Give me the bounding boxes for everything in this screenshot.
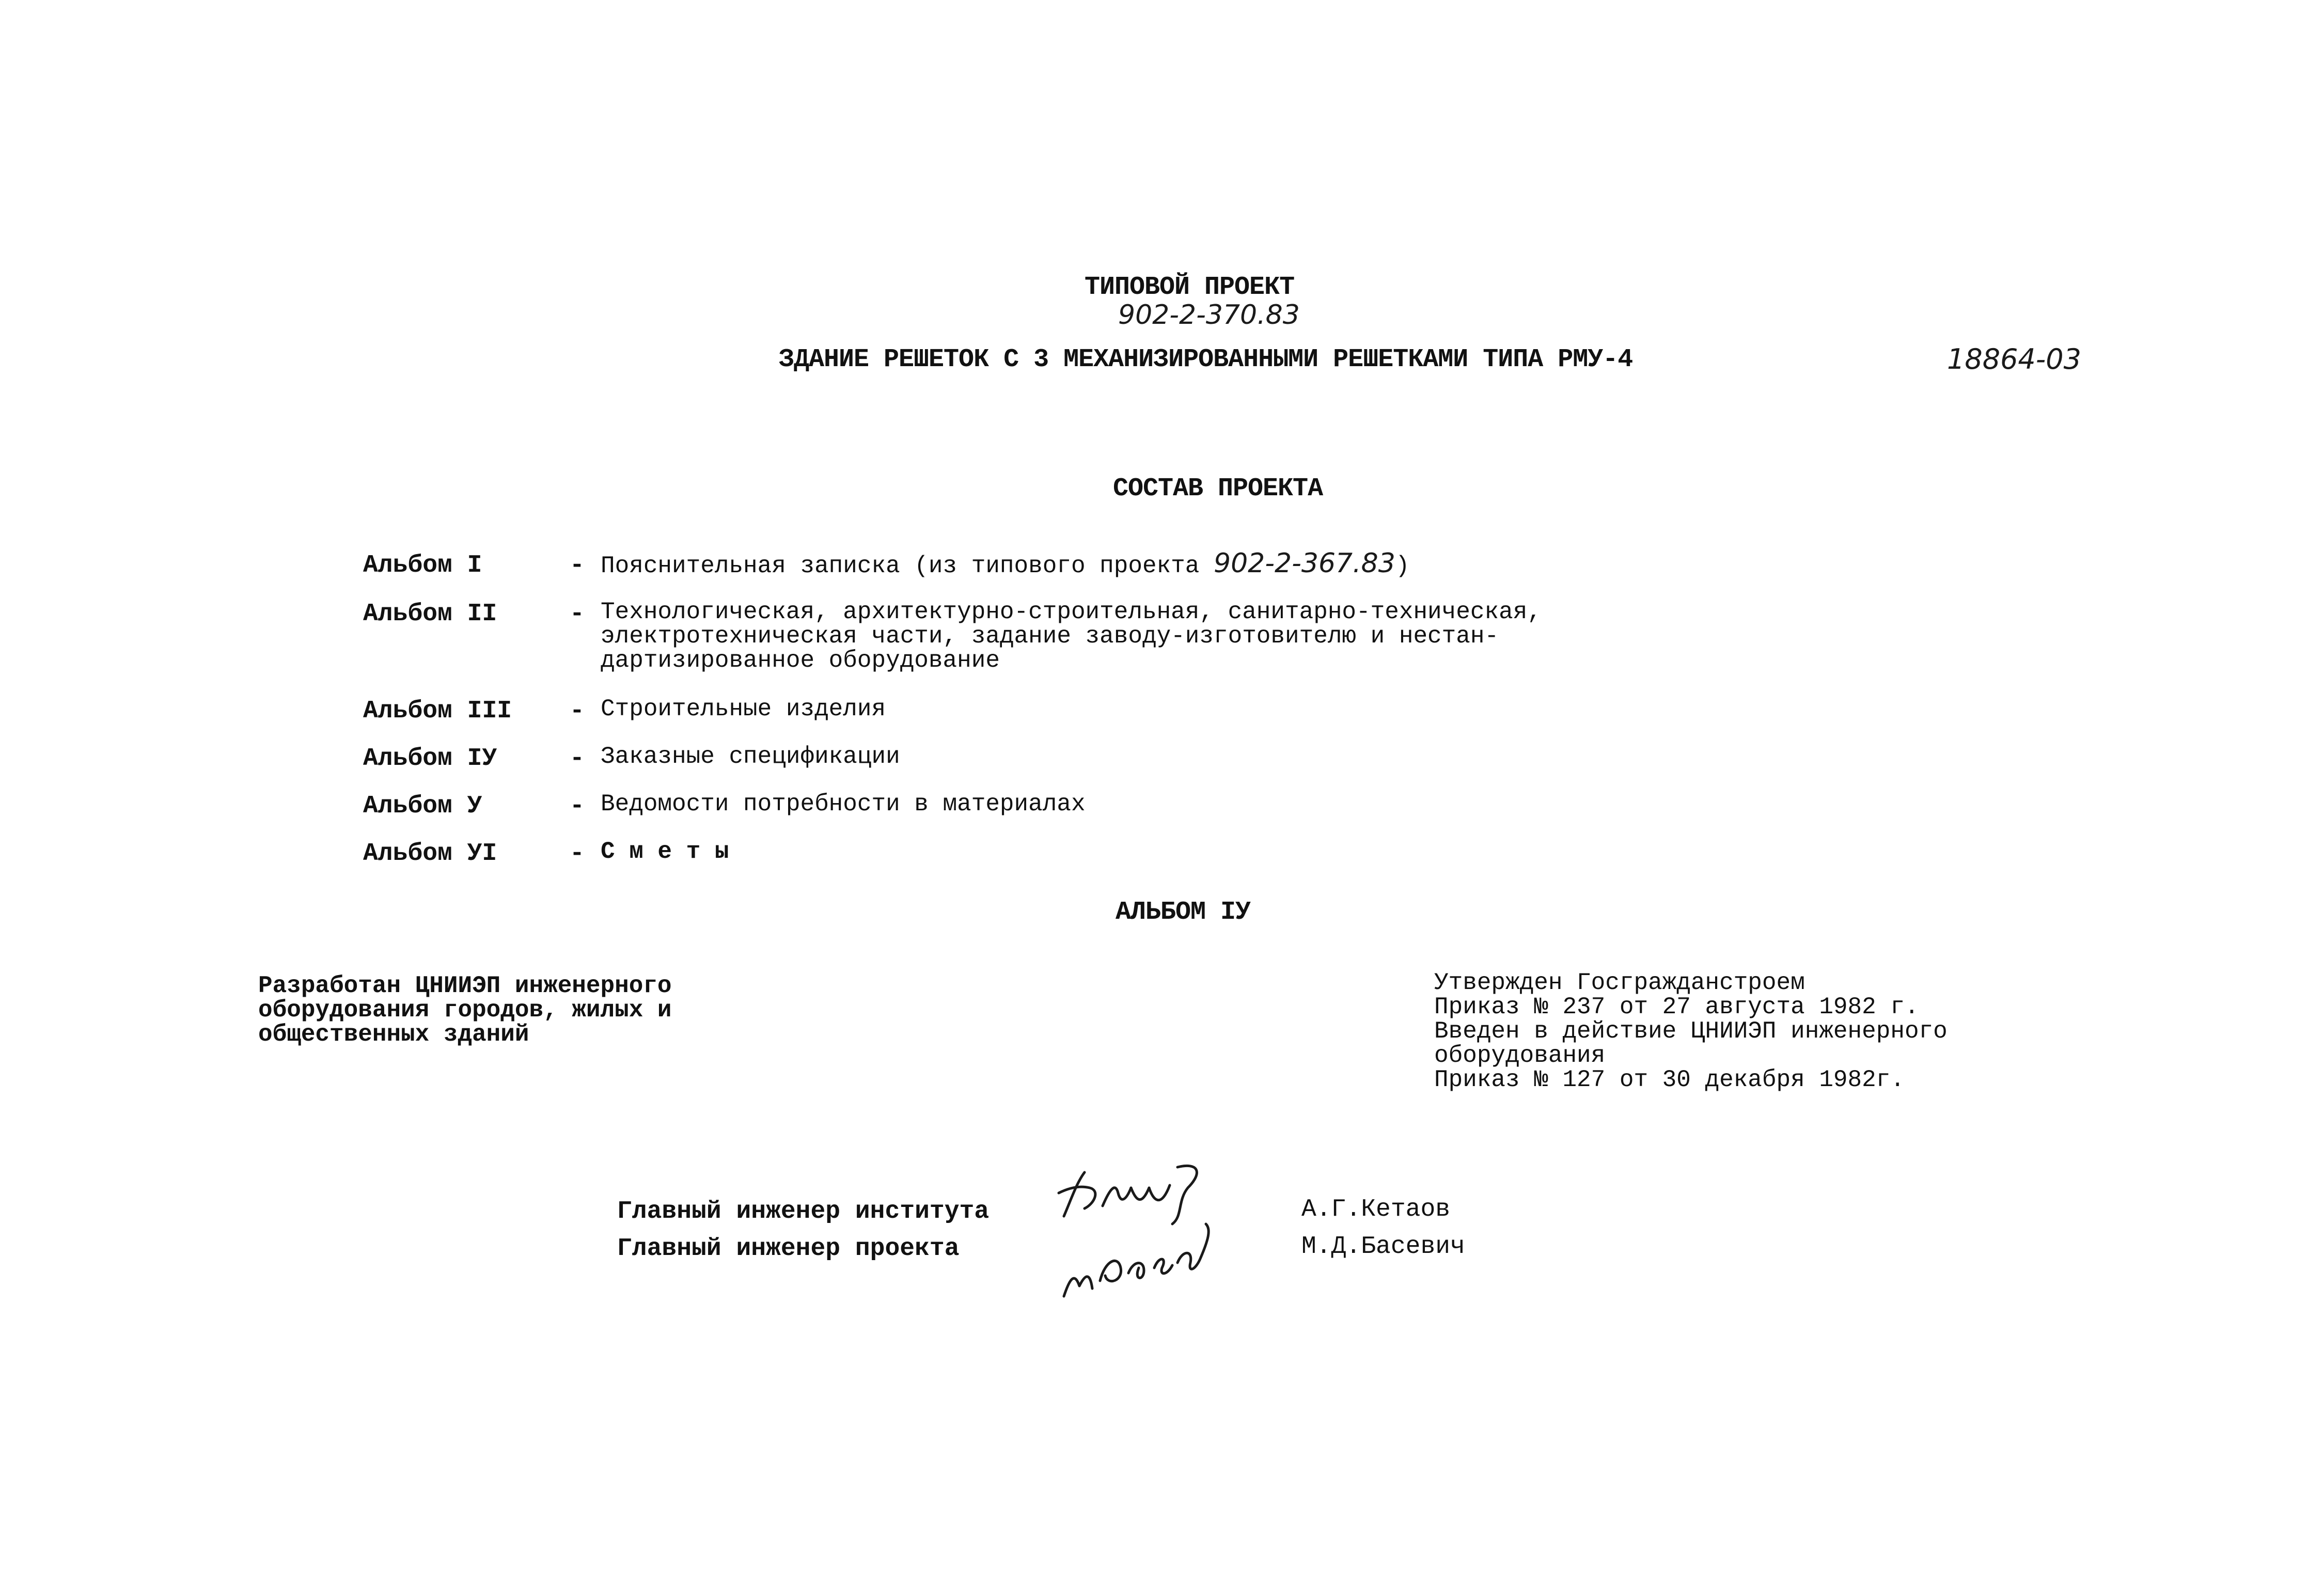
album-description: С м е т ы bbox=[601, 838, 729, 865]
signatory-name: А.Г.Кетаов bbox=[1301, 1196, 1451, 1223]
project-number: 902-2-370.83 bbox=[1118, 300, 1300, 331]
signatory-name: М.Д.Басевич bbox=[1301, 1233, 1465, 1261]
album-label: Альбом УI bbox=[363, 840, 497, 868]
developer-line: оборудования городов, жилых и bbox=[258, 997, 672, 1024]
album-description-line: Пояснительная записка (из типового проекта bbox=[601, 553, 1214, 579]
developer-block bbox=[258, 974, 672, 1047]
album-description-line: Технологическая, архитектурно-строительная, санитарно-техническая, bbox=[601, 599, 1542, 625]
album-dash: - bbox=[570, 840, 585, 868]
approval-line: Приказ № 127 от 30 декабря 1982г. bbox=[1434, 1066, 1905, 1093]
signature-chief-engineer-institute bbox=[1054, 1157, 1219, 1229]
approval-line: оборудования bbox=[1434, 1042, 1606, 1069]
current-album-heading: АЛЬБОМ IУ bbox=[1116, 898, 1251, 927]
signature-role: Главный инженер института bbox=[617, 1198, 990, 1226]
inventory-number: 18864-03 bbox=[1947, 343, 2081, 375]
album-label: Альбом II bbox=[363, 600, 497, 628]
composition-title: СОСТАВ ПРОЕКТА bbox=[1113, 474, 1323, 504]
handwritten-project-ref: 902-2-367.83 bbox=[1214, 548, 1395, 579]
approval-line: Приказ № 237 от 27 августа 1982 г. bbox=[1434, 994, 1919, 1020]
signature-role: Главный инженер проекта bbox=[617, 1235, 960, 1263]
building-title: ЗДАНИЕ РЕШЕТОК С 3 МЕХАНИЗИРОВАННЫМИ РЕШЕТКАМИ ТИПА РМУ-4 bbox=[779, 345, 1633, 374]
developer-line: Разработан ЦНИИЭП инженерного bbox=[258, 972, 672, 999]
album-dash: - bbox=[570, 600, 585, 628]
album-description: Ведомости потребности в материалах bbox=[601, 791, 1086, 818]
album-dash: - bbox=[570, 697, 585, 725]
developer-line: общественных зданий bbox=[258, 1021, 529, 1048]
album-description-line: дартизированное оборудование bbox=[601, 647, 1000, 674]
album-label: Альбом I bbox=[363, 552, 482, 579]
album-description-line: электротехническая части, задание заводу-изготовителю и нестан- bbox=[601, 623, 1499, 650]
approval-block bbox=[1434, 971, 1948, 1092]
project-type-heading: ТИПОВОЙ ПРОЕКТ bbox=[1085, 273, 1295, 302]
album-description bbox=[601, 548, 1410, 579]
album-description bbox=[601, 600, 1542, 673]
album-dash: - bbox=[570, 792, 585, 820]
album-label: Альбом III bbox=[363, 697, 512, 725]
signature-chief-engineer-project bbox=[1056, 1219, 1227, 1307]
approval-line: Утвержден Госгражданстроем bbox=[1434, 969, 1805, 996]
approval-line: Введен в действие ЦНИИЭП инженерного bbox=[1434, 1018, 1948, 1045]
album-dash: - bbox=[570, 552, 585, 579]
album-description: Строительные изделия bbox=[601, 696, 886, 723]
album-description-suffix: ) bbox=[1395, 553, 1410, 579]
album-dash: - bbox=[570, 745, 585, 773]
album-label: Альбом IУ bbox=[363, 745, 497, 773]
album-label: Альбом У bbox=[363, 792, 482, 820]
album-description: Заказные спецификации bbox=[601, 743, 900, 770]
